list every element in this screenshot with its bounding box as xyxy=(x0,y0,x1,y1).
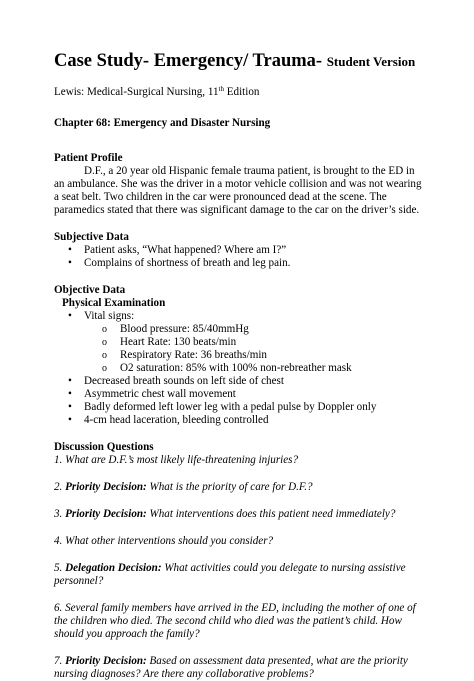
list-item: • 4-cm head laceration, bleeding controlled xyxy=(54,414,422,427)
objective-data-heading: Objective Data xyxy=(54,284,126,296)
question-text: What interventions does this patient need immediately? xyxy=(146,508,396,520)
question-label: Priority Decision: xyxy=(65,655,147,667)
question-label: Priority Decision: xyxy=(65,481,147,493)
question-3 xyxy=(54,508,422,521)
question-label: Priority Decision: xyxy=(65,508,147,520)
document-title xyxy=(54,50,422,73)
edition-suffix: th xyxy=(218,85,224,93)
subjective-data-heading: Subjective Data xyxy=(54,231,129,243)
discussion-questions-heading: Discussion Questions xyxy=(54,441,154,453)
list-item: • Badly deformed left lower leg with a pedal pulse by Doppler only xyxy=(54,401,422,414)
textbook-reference xyxy=(54,86,422,99)
list-item: • Decreased breath sounds on left side of chest xyxy=(54,375,422,388)
question-5 xyxy=(54,562,422,588)
subjective-data-list xyxy=(54,244,422,270)
objective-data-list xyxy=(54,310,422,427)
question-text: Based on assessment data presented, what are the priority nursing diagnoses? Are there any collaborative problems? xyxy=(54,655,408,680)
list-item: o Respiratory Rate: 36 breaths/min xyxy=(54,349,422,362)
question-number: 2. xyxy=(54,481,66,493)
question-number: 3. xyxy=(54,508,66,520)
chapter-heading: Chapter 68: Emergency and Disaster Nursing xyxy=(54,117,271,129)
question-number: 7. xyxy=(54,655,66,667)
question-text: What is the priority of care for D.F.? xyxy=(146,481,313,493)
question-6: 6. Several family members have arrived in the ED, including the mother of one of the children who died. The second child who died was the patient’s child. How should you approach the family? xyxy=(54,602,416,640)
question-text: What activities could you delegate to nursing assistive personnel? xyxy=(54,562,406,587)
vital-signs-item xyxy=(54,310,422,375)
question-number: 5. xyxy=(54,562,66,574)
list-item: • Asymmetric chest wall movement xyxy=(54,388,422,401)
question-label: Delegation Decision: xyxy=(65,562,162,574)
title-version: Student Version xyxy=(326,54,416,69)
vital-signs-list xyxy=(84,323,422,375)
list-item: • Complains of shortness of breath and leg pain. xyxy=(54,257,422,270)
textbook-name: Lewis: Medical-Surgical Nursing, 11 xyxy=(54,86,219,98)
edition-label: Edition xyxy=(223,86,260,98)
list-item: o Heart Rate: 130 beats/min xyxy=(54,336,422,349)
question-7 xyxy=(54,655,422,681)
question-1: 1. What are D.F.’s most likely life-threatening injuries? xyxy=(54,454,299,466)
question-2 xyxy=(54,481,422,494)
list-item: o Blood pressure: 85/40mmHg xyxy=(54,323,422,336)
list-item: o O2 saturation: 85% with 100% non-rebreather mask xyxy=(54,362,422,375)
title-main: Case Study- Emergency/ Trauma- xyxy=(54,51,327,71)
vital-signs-label: Vital signs: xyxy=(84,310,135,322)
patient-profile-text: D.F., a 20 year old Hispanic female trauma patient, is brought to the ED in an ambulance. She was the driver in a motor vehicle collision and was not wearing a seat belt. Two children in the car were pronounced dead at the scene. The paramedics stated that there was significant damage to the car on the driver’s side. xyxy=(54,165,422,216)
list-item: • Patient asks, “What happened? Where am I?” xyxy=(54,244,422,257)
physical-examination-heading: Physical Examination xyxy=(62,297,166,309)
question-4: 4. What other interventions should you consider? xyxy=(54,535,274,547)
patient-profile-heading: Patient Profile xyxy=(54,152,123,164)
